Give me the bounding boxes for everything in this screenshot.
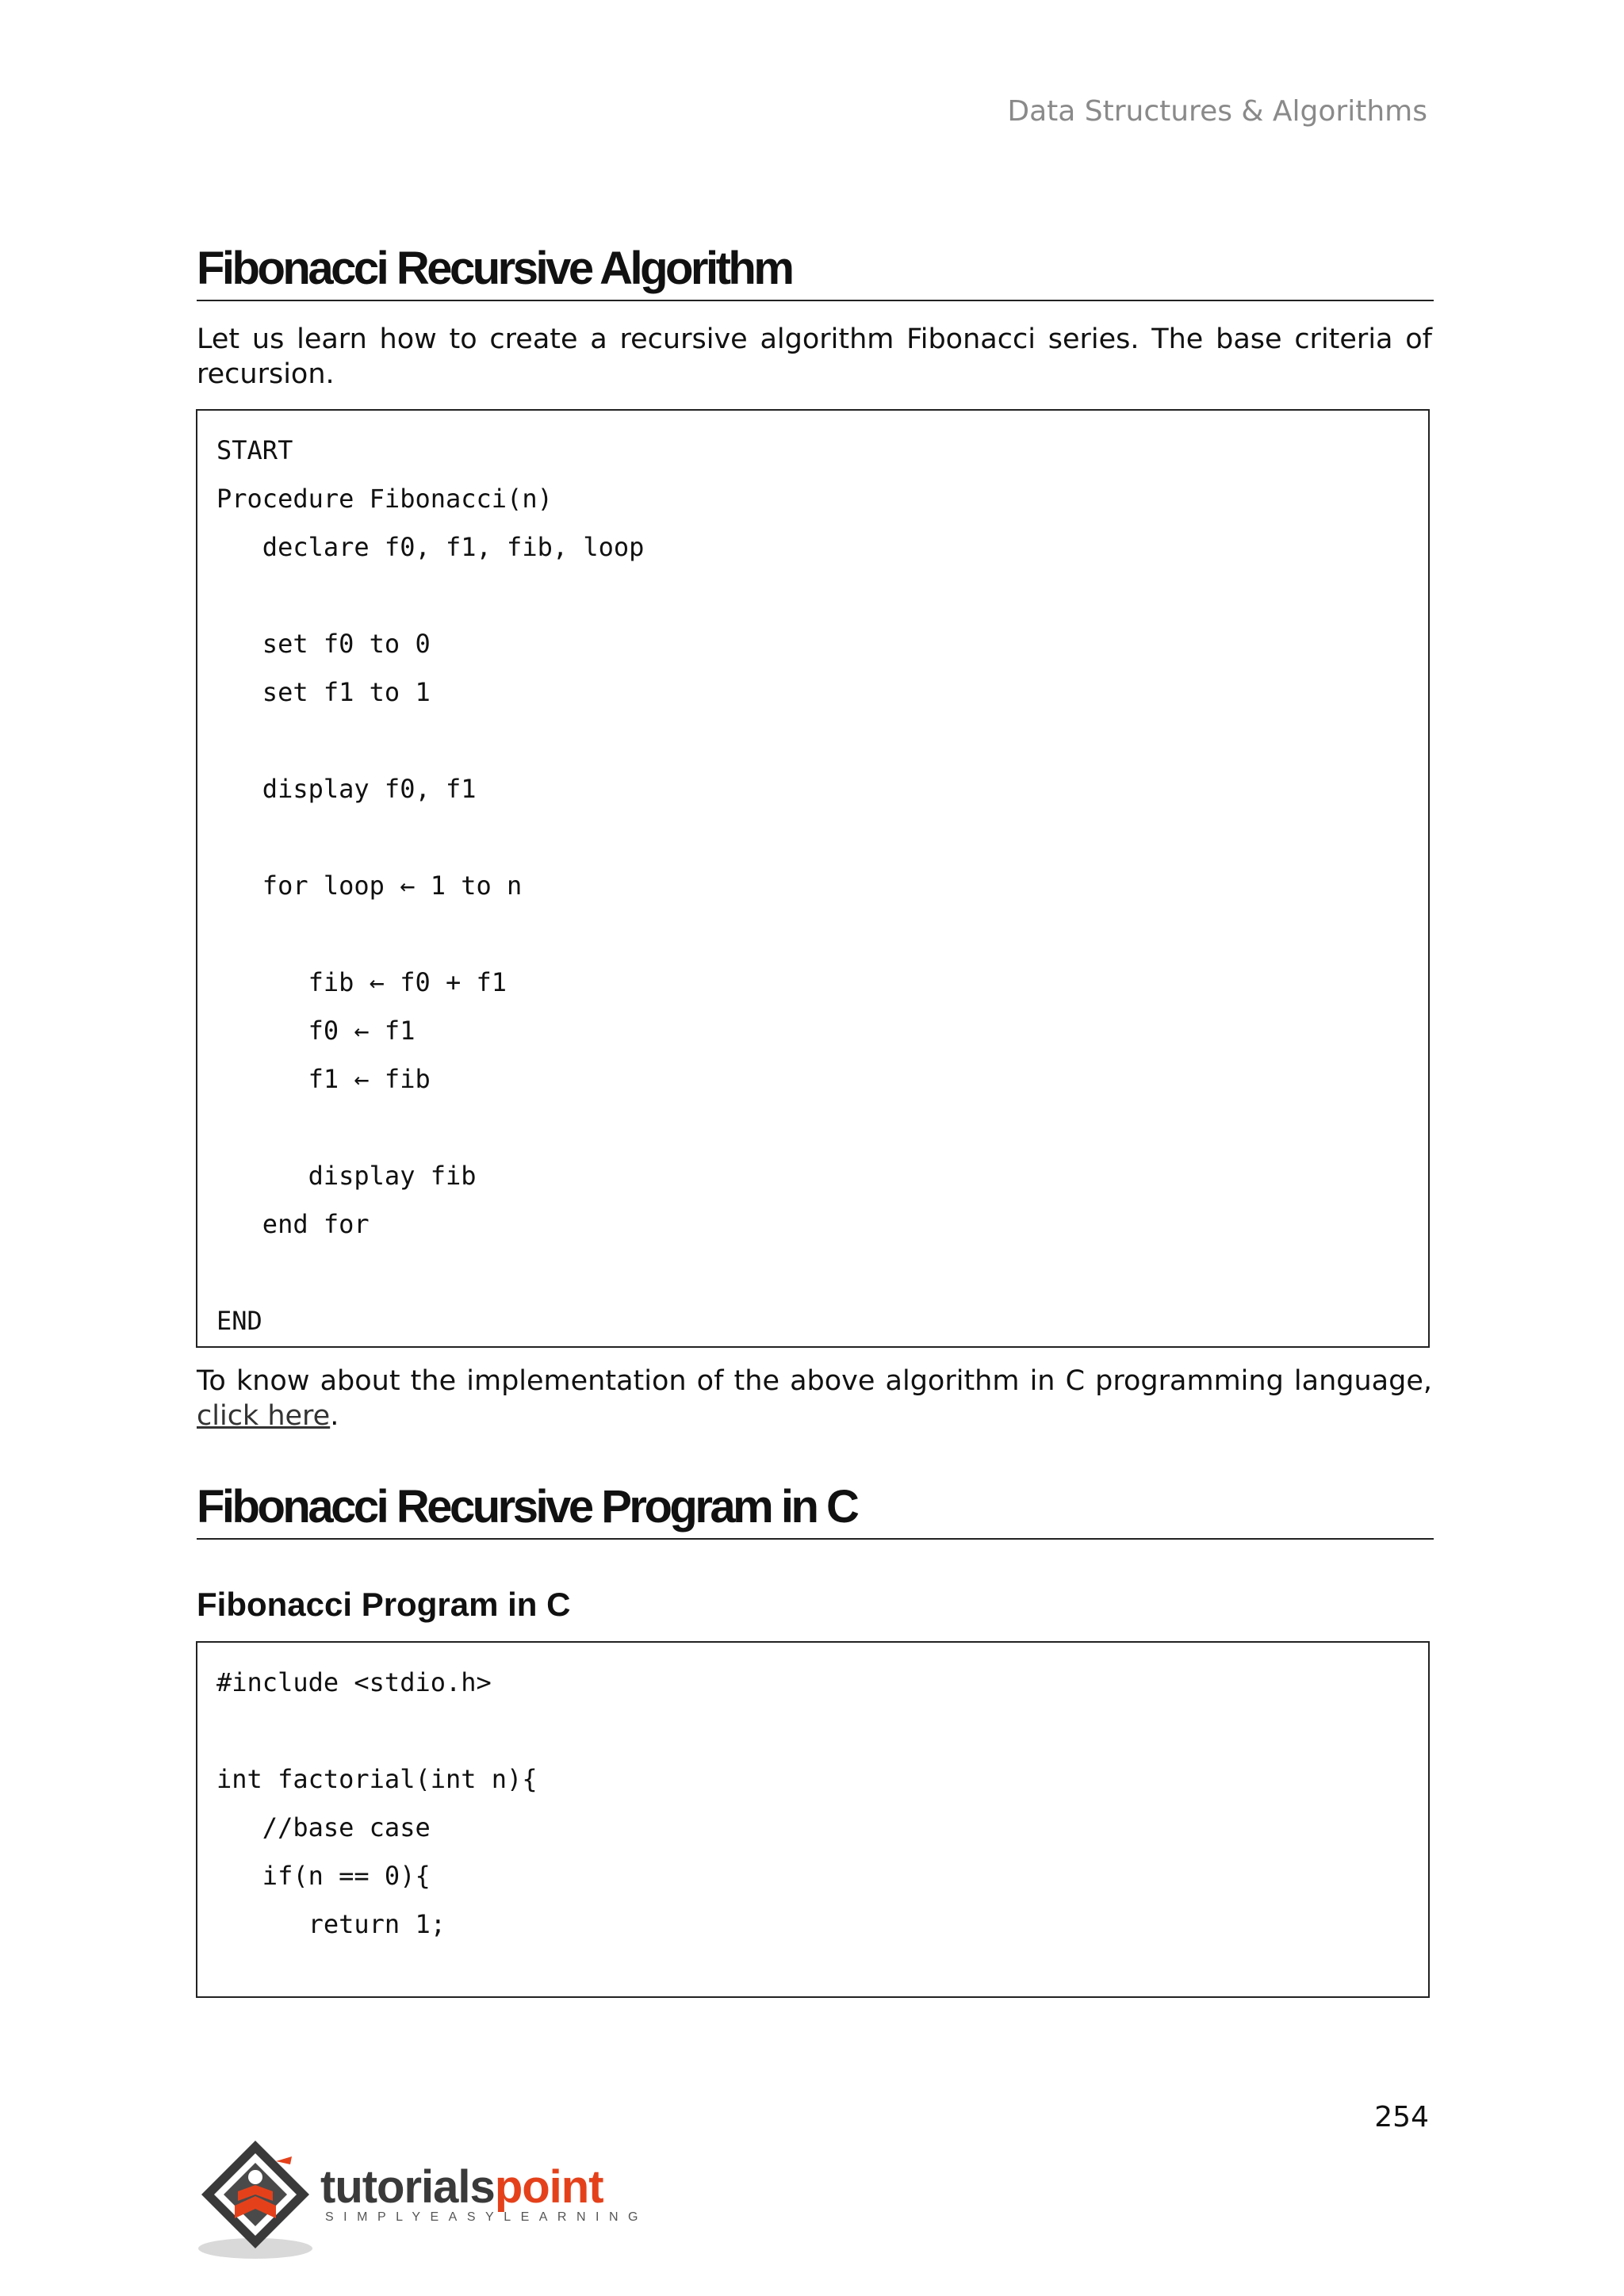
logo-tagline: SIMPLYEASYLEARNING <box>325 2210 648 2224</box>
implementation-text: To know about the implementation of the above algorithm in C programming language, <box>197 1365 1432 1397</box>
section-title-fibonacci-algorithm: Fibonacci Recursive Algorithm <box>197 246 1434 301</box>
algorithm-code-block <box>196 409 1430 1348</box>
algorithm-code: START Procedure Fibonacci(n) declare f0, f1, fib, loop set f0 to 0 set f1 to 1 display f0, f1 for loop ← 1 to n fib ← f0 + f1 f0 ← f1 f1 ← fib display fib end for END <box>216 435 645 1336</box>
implementation-paragraph <box>197 1364 1432 1433</box>
period-text: . <box>330 1400 339 1432</box>
logo-emblem-icon <box>193 2130 328 2264</box>
tutorialspoint-logo <box>193 2130 648 2264</box>
logo-wordmark: tutorialspoint <box>320 2161 603 2213</box>
c-code-block <box>196 1641 1430 1998</box>
c-code: #include <stdio.h> int factorial(int n){ //base case if(n == 0){ return 1; <box>216 1667 538 1939</box>
subheading-c-program: Fibonacci Program in C <box>197 1586 571 1623</box>
click-here-link[interactable]: click here <box>197 1400 331 1432</box>
page-number: 254 <box>1374 2101 1429 2133</box>
running-header: Data Structures & Algorithms <box>1007 95 1427 128</box>
intro-paragraph: Let us learn how to create a recursive algorithm Fibonacci series. The base criteria of recursion. <box>197 323 1432 390</box>
section-title-c-program: Fibonacci Recursive Program in C <box>197 1484 1434 1540</box>
